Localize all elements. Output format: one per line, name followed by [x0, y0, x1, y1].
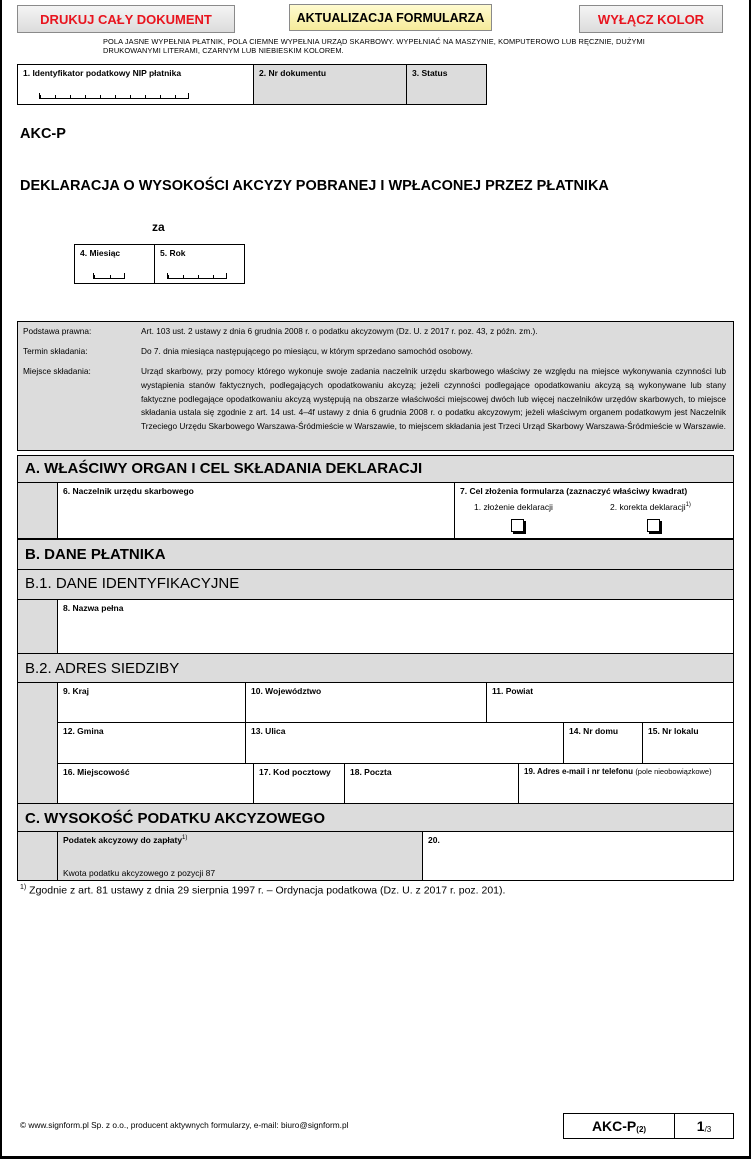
postcode-field[interactable]: [253, 763, 345, 804]
post-office-label: 18. Poczta: [350, 767, 392, 777]
section-a-margin: [17, 482, 58, 539]
year-ticks: [167, 273, 227, 279]
city-label: 16. Miejscowość: [63, 767, 130, 777]
full-name-label: 8. Nazwa pełna: [63, 603, 124, 613]
deadline-text: Do 7. dnia miesiąca następującego po miesiącu, w którym sprzedano samochód osobowy.: [141, 346, 473, 356]
deadline-label: Termin składania:: [23, 346, 88, 356]
section-a-title: A. WŁAŚCIWY ORGAN I CEL SKŁADANIA DEKLARACJI: [25, 460, 423, 477]
tax-office-label: 6. Naczelnik urzędu skarbowego: [63, 486, 194, 496]
disable-color-button[interactable]: WYŁĄCZ KOLOR: [579, 5, 723, 33]
footnote: $^{1)}$ Zgodnie z art. 81 ustawy z dnia 29 sierpnia 1997 r. – Ordynacja podatkowa (Dz. U. z 2017 r. poz. 201).: [20, 884, 506, 897]
flat-number-field[interactable]: [642, 722, 734, 764]
submit-checkbox[interactable]: [511, 519, 524, 532]
flat-number-label: 15. Nr lokalu: [648, 726, 699, 736]
tax-due-label-cell: [57, 831, 423, 881]
footer-form-code: AKC-P (2): [563, 1113, 675, 1139]
contact-field[interactable]: [518, 763, 734, 804]
purpose-field: [454, 482, 734, 539]
commune-label: 12. Gmina: [63, 726, 104, 736]
option-submit-label: 1. złożenie deklaracji: [474, 502, 553, 512]
tax-due-sublabel: Kwota podatku akcyzowego z pozycji 87: [63, 868, 216, 878]
correction-checkbox[interactable]: [647, 519, 660, 532]
place-text: Urząd skarbowy, przy pomocy którego wykonuje swoje zadania naczelnik urzędu skarbowego właściwy ze względu na miejsce wykonywania czynności lub wystąpienia stanów faktycznych, podlegających opodatkowaniu akcyzą; jeżeli czynności podlegające opodatkowaniu akcyzą są wykonywane lub stany faktyczne podlegające opodatkowaniu akcyzą występują na obszarze właściwości miejscowej dwóch lub więcej naczelników urzędów skarbowych, to miejsce składania ustala się zgodnie z art. 14 ust. 4–4f ustawy z dnia 6 grudnia 2008 r. o podatku akcyzowym; jeżeli właściwym organem podatkowym jest Naczelnik Trzeciego Urzędu Skarbowego Warszawa-Śródmieście w Warszawie, to miejscem składania jest Trzeci Urząd Skarbowy Warszawa-Śródmieście w Warszawie.: [141, 366, 726, 432]
instruction-note: POLA JASNE WYPEŁNIA PŁATNIK, POLA CIEMNE WYPEŁNIA URZĄD SKARBOWY. WYPEŁNIAĆ NA MASZYNIE, KOMPUTEROWO LUB RĘCZNIE, DUŻYMI DRUKOWANYMI LITERAMI, CZARNYM LUB NIEBIESKIM KOLOREM.: [103, 37, 645, 55]
tax-due-label: Podatek akcyzowy do zapłaty$^{1)}$: [63, 835, 188, 845]
nip-digit-ticks: [39, 93, 189, 99]
form-title: DEKLARACJA O WYSOKOŚCI AKCYZY POBRANEJ I WPŁACONEJ PRZEZ PŁATNIKA: [20, 178, 609, 194]
status-label: 3. Status: [412, 68, 448, 78]
street-label: 13. Ulica: [251, 726, 286, 736]
purpose-label: 7. Cel złożenia formularza (zaznaczyć właściwy kwadrat): [460, 486, 688, 496]
option-correction-label: 2. korekta deklaracji$^{1)}$: [610, 502, 691, 512]
month-ticks: [93, 273, 125, 279]
full-name-field[interactable]: [57, 599, 734, 654]
info-box: [17, 321, 734, 451]
county-label: 11. Powiat: [492, 686, 534, 696]
street-field[interactable]: [245, 722, 564, 764]
contact-label: 19. Adres e-mail i nr telefonu (pole nieobowiązkowe): [524, 767, 712, 776]
section-b2-header: [17, 653, 734, 683]
section-c-margin: [17, 831, 58, 881]
house-number-field[interactable]: [563, 722, 643, 764]
commune-field[interactable]: [57, 722, 246, 764]
section-b2-title: B.2. ADRES SIEDZIBY: [25, 660, 180, 677]
section-b1-header: [17, 569, 734, 600]
country-field[interactable]: [57, 682, 246, 723]
footer-copyright: © www.signform.pl Sp. z o.o., producent aktywnych formularzy, e-mail: biuro@signform.pl: [20, 1120, 349, 1130]
section-b2-margin: [17, 682, 58, 804]
country-label: 9. Kraj: [63, 686, 89, 696]
section-c-header: [17, 803, 734, 832]
doc-number-label: 2. Nr dokumentu: [259, 68, 327, 78]
nip-field[interactable]: [17, 64, 254, 105]
page-left-border: [0, 0, 2, 1159]
place-label: Miejsce składania:: [23, 366, 91, 376]
voivodeship-label: 10. Województwo: [251, 686, 322, 696]
voivodeship-field[interactable]: [245, 682, 487, 723]
year-label: 5. Rok: [160, 248, 186, 258]
section-b-title: B. DANE PŁATNIKA: [25, 546, 166, 563]
doc-number-field: [253, 64, 407, 105]
county-field[interactable]: [486, 682, 734, 723]
section-c-title: C. WYSOKOŚĆ PODATKU AKCYZOWEGO: [25, 810, 325, 827]
section-b-header: [17, 539, 734, 570]
tax-due-field[interactable]: [422, 831, 734, 881]
post-office-field[interactable]: [344, 763, 519, 804]
month-label: 4. Miesiąc: [80, 248, 121, 258]
print-document-button[interactable]: DRUKUJ CAŁY DOKUMENT: [17, 5, 235, 33]
form-code: AKC-P: [20, 126, 66, 142]
city-field[interactable]: [57, 763, 254, 804]
year-field[interactable]: [154, 244, 245, 284]
tax-due-field-label: 20.: [428, 835, 440, 845]
section-a-header: [17, 455, 734, 483]
update-form-button[interactable]: AKTUALIZACJA FORMULARZA: [289, 4, 492, 31]
nip-label: 1. Identyfikator podatkowy NIP płatnika: [23, 68, 182, 78]
house-number-label: 14. Nr domu: [569, 726, 619, 736]
postcode-label: 17. Kod pocztowy: [259, 767, 331, 777]
status-field: [406, 64, 487, 105]
section-b1-margin: [17, 599, 58, 654]
tax-office-field[interactable]: [57, 482, 455, 539]
month-field[interactable]: [74, 244, 155, 284]
basis-label: Podstawa prawna:: [23, 326, 92, 336]
footer-page-number: 1 /3: [674, 1113, 734, 1139]
period-za: za: [152, 220, 165, 234]
section-b1-title: B.1. DANE IDENTYFIKACYJNE: [25, 575, 240, 592]
basis-text: Art. 103 ust. 2 ustawy z dnia 6 grudnia 2008 r. o podatku akcyzowym (Dz. U. z 2017 r. poz. 43, z późn. zm.).: [141, 326, 538, 336]
